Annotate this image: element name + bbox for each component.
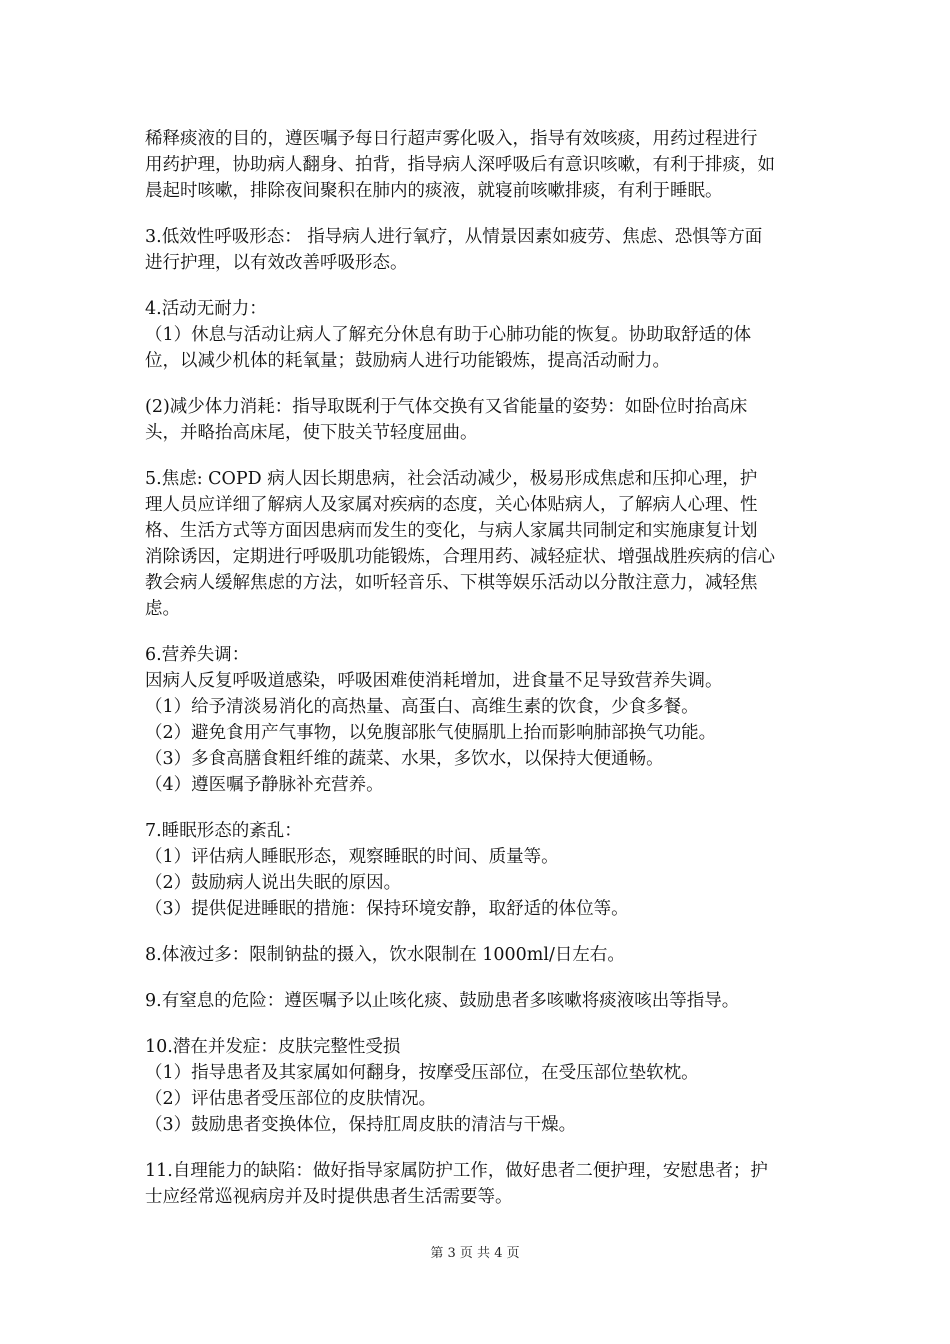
text-line: 消除诱因，定期进行呼吸肌功能锻炼，合理用药、减轻症状、增强战胜疾病的信心 <box>145 547 775 567</box>
text-line: 10.潜在并发症：皮肤完整性受损 <box>145 1037 401 1057</box>
text-line: （2）鼓励病人说出失眠的原因。 <box>145 873 402 893</box>
text-line: (2)减少体力消耗：指导取既利于气体交换有又省能量的姿势：如卧位时抬高床 <box>145 397 748 417</box>
text-line: （2）避免食用产气事物，以免腹部胀气使膈肌上抬而影响肺部换气功能。 <box>145 723 717 743</box>
paragraph-self-care <box>145 1158 810 1210</box>
paragraph-activity-intolerance <box>145 296 810 374</box>
paragraph-anxiety <box>145 466 810 622</box>
text-line: （1）给予清淡易消化的高热量、高蛋白、高维生素的饮食，少食多餐。 <box>145 697 699 717</box>
text-line: （3）多食高膳食粗纤维的蔬菜、水果，多饮水，以保持大便通畅。 <box>145 749 664 769</box>
text-line: 教会病人缓解焦虑的方法，如听轻音乐、下棋等娱乐活动以分散注意力，减轻焦 <box>145 573 758 593</box>
page-number-footer: 第 3 页 共 4 页 <box>430 1246 520 1261</box>
text-line: 稀释痰液的目的，遵医嘱予每日行超声雾化吸入，指导有效咳痰，用药过程进行 <box>145 129 758 149</box>
document-body <box>145 126 810 1230</box>
text-line: （3）鼓励患者变换体位，保持肛周皮肤的清洁与干燥。 <box>145 1115 577 1135</box>
text-line: 7.睡眠形态的紊乱： <box>145 821 302 841</box>
text-line: （1）休息与活动让病人了解充分休息有助于心肺功能的恢复。协助取舒适的体 <box>145 325 752 345</box>
text-line: 格、生活方式等方面因患病而发生的变化，与病人家属共同制定和实施康复计划 <box>145 521 758 541</box>
text-line: 进行护理，以有效改善呼吸形态。 <box>145 253 408 273</box>
paragraph-sputum-care <box>145 126 810 204</box>
text-line: 因病人反复呼吸道感染，呼吸困难使消耗增加，进食量不足导致营养失调。 <box>145 671 723 691</box>
text-line: 用药护理，协助病人翻身、拍背，指导病人深呼吸后有意识咳嗽，有利于排痰，如 <box>145 155 775 175</box>
text-line: 4.活动无耐力： <box>145 299 267 319</box>
text-line: 11.自理能力的缺陷：做好指导家属防护工作，做好患者二便护理，安慰患者；护 <box>145 1161 768 1181</box>
text-line: （1）评估病人睡眠形态，观察睡眠的时间、质量等。 <box>145 847 559 867</box>
text-line: 理人员应详细了解病人及家属对疾病的态度，关心体贴病人，了解病人心理、性 <box>145 495 758 515</box>
text-line: 头，并略抬高床尾，使下肢关节轻度屈曲。 <box>145 423 478 443</box>
text-line: （3）提供促进睡眠的措施：保持环境安静，取舒适的体位等。 <box>145 899 629 919</box>
paragraph-fluid-excess <box>145 942 810 968</box>
paragraph-skin-integrity <box>145 1034 810 1138</box>
paragraph-breathing-pattern <box>145 224 810 276</box>
text-line: 8.体液过多：限制钠盐的摄入，饮水限制在 1000ml/日左右。 <box>145 945 625 965</box>
paragraph-asphyxia-risk <box>145 988 810 1014</box>
paragraph-sleep <box>145 818 810 922</box>
text-line: 6.营养失调： <box>145 645 250 665</box>
text-line: 3.低效性呼吸形态： 指导病人进行氧疗，从情景因素如疲劳、焦虑、恐惧等方面 <box>145 227 763 247</box>
text-line: （1）指导患者及其家属如何翻身，按摩受压部位，在受压部位垫软枕。 <box>145 1063 699 1083</box>
text-line: 9.有窒息的危险：遵医嘱予以止咳化痰、鼓励患者多咳嗽将痰液咳出等指导。 <box>145 991 740 1011</box>
text-line: 5.焦虑: COPD 病人因长期患病，社会活动减少，极易形成焦虑和压抑心理，护 <box>145 469 758 489</box>
text-line: （2）评估患者受压部位的皮肤情况。 <box>145 1089 437 1109</box>
text-line: 位，以减少机体的耗氧量；鼓励病人进行功能锻炼，提高活动耐力。 <box>145 351 670 371</box>
text-line: 士应经常巡视病房并及时提供患者生活需要等。 <box>145 1187 513 1207</box>
paragraph-nutrition <box>145 642 810 798</box>
text-line: 虑。 <box>145 599 180 619</box>
text-line: （4）遵医嘱予静脉补充营养。 <box>145 775 384 795</box>
text-line: 晨起时咳嗽，排除夜间聚积在肺内的痰液，就寝前咳嗽排痰，有利于睡眠。 <box>145 181 723 201</box>
paragraph-reduce-energy <box>145 394 810 446</box>
